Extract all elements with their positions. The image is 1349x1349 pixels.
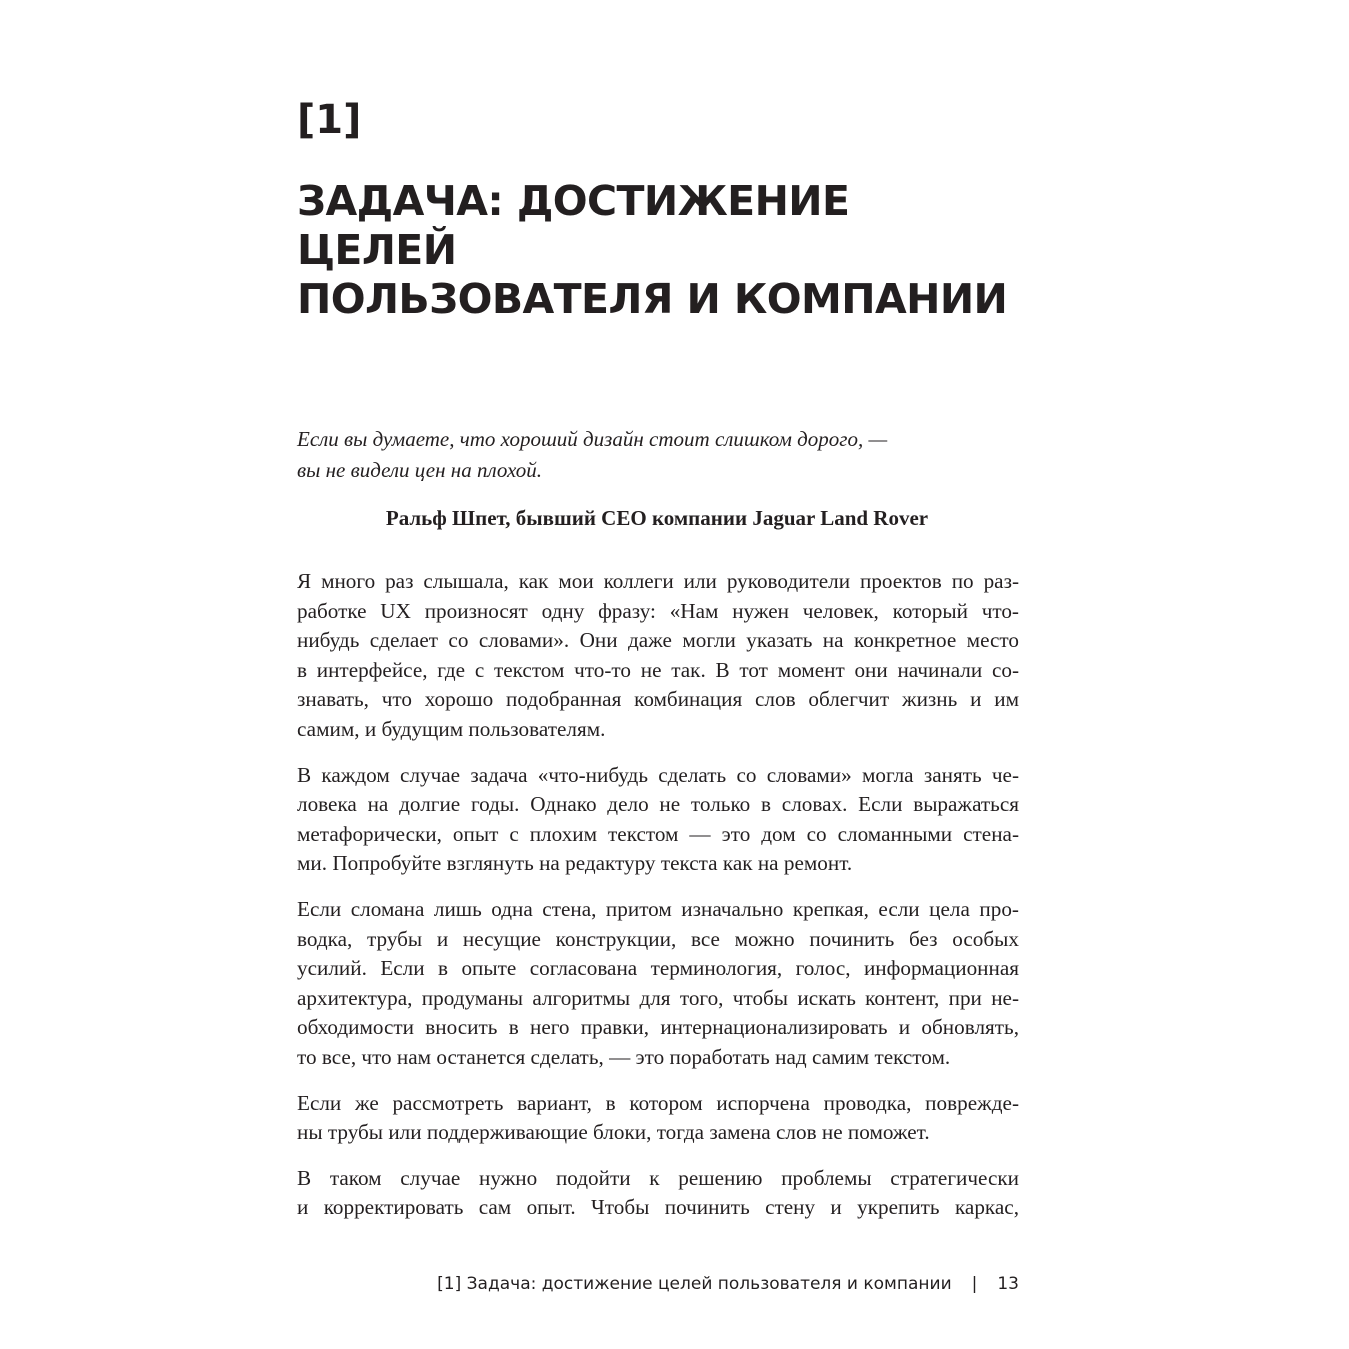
text-line: усилий. Если в опыте согласована терминология, голос, информационная (297, 956, 1019, 981)
text-line: В каждом случае задача «что-нибудь сделать со словами» могла занять че- (297, 762, 1019, 787)
paragraph-2 (297, 761, 1019, 879)
page-number: 13 (997, 1274, 1019, 1294)
chapter-number: [1] (297, 97, 362, 143)
running-footer (297, 1272, 1019, 1296)
text-line: ловека на долгие годы. Однако дело не только в словах. Если выражаться (297, 792, 1019, 817)
text-line: В таком случае нужно подойти к решению проблемы стратегически (297, 1165, 1019, 1190)
epigraph-line-2: вы не видели цен на плохой. (297, 458, 542, 482)
paragraph-4 (297, 1089, 1019, 1148)
text-line: водка, трубы и несущие конструкции, все можно починить без особых (297, 926, 1019, 951)
paragraph-3 (297, 895, 1019, 1073)
paragraph-5 (297, 1164, 1019, 1223)
text-line: нибудь сделает со словами». Они даже могли указать на конкретное место (297, 628, 1019, 653)
body-text (297, 567, 1019, 1239)
epigraph-author: Ральф Шпет, бывший CEO компании Jaguar Land Rover (385, 506, 929, 530)
text-line: Я много раз слышала, как мои коллеги или руководители проектов по раз- (297, 569, 1019, 593)
text-line: и корректировать сам опыт. Чтобы починить стену и укрепить каркас, (297, 1195, 1019, 1220)
text-line: архитектура, продуманы алгоритмы для того, чтобы искать контент, при не- (297, 985, 1019, 1010)
epigraph-line-1: Если вы думаете, что хороший дизайн стоит слишком дорого, — (297, 427, 888, 451)
text-line: Если сломана лишь одна стена, притом изначально крепкая, если цела про- (297, 896, 1019, 921)
chapter-title-line-1: ЗАДАЧА: ДОСТИЖЕНИЕ ЦЕЛЕЙ (297, 177, 850, 274)
text-line: метафорически, опыт с плохим текстом — это дом со сломанными стена- (297, 821, 1019, 846)
chapter-title-line-2: ПОЛЬЗОВАТЕЛЯ И КОМПАНИИ (297, 275, 1008, 323)
text-line: знавать, что хорошо подобранная комбинация слов облегчит жизнь и им (297, 687, 1019, 712)
text-line: работке UX произносят одну фразу: «Нам нужен человек, который что- (297, 598, 1019, 623)
running-title: [1] Задача: достижение целей пользователя и компании (437, 1274, 952, 1294)
text-line: ны трубы или поддерживающие блоки, тогда замена слов не поможет. (297, 1120, 930, 1145)
text-line: обходимости вносить в него правки, интернационализировать и обновлять, (297, 1015, 1019, 1040)
text-line: ми. Попробуйте взглянуть на редактуру текста как на ремонт. (297, 851, 853, 876)
text-line: самим, и будущим пользователям. (297, 716, 606, 741)
epigraph-quote (297, 424, 1017, 486)
paragraph-1 (297, 567, 1019, 745)
text-line: то все, что нам останется сделать, — это поработать над самим текстом. (297, 1044, 951, 1069)
footer-separator: | (971, 1274, 978, 1294)
text-line: в интерфейсе, где с текстом что-то не так. В тот момент они начинали со- (297, 657, 1019, 682)
chapter-title (297, 177, 1017, 324)
text-line: Если же рассмотреть вариант, в котором испорчена проводка, поврежде- (297, 1090, 1019, 1115)
